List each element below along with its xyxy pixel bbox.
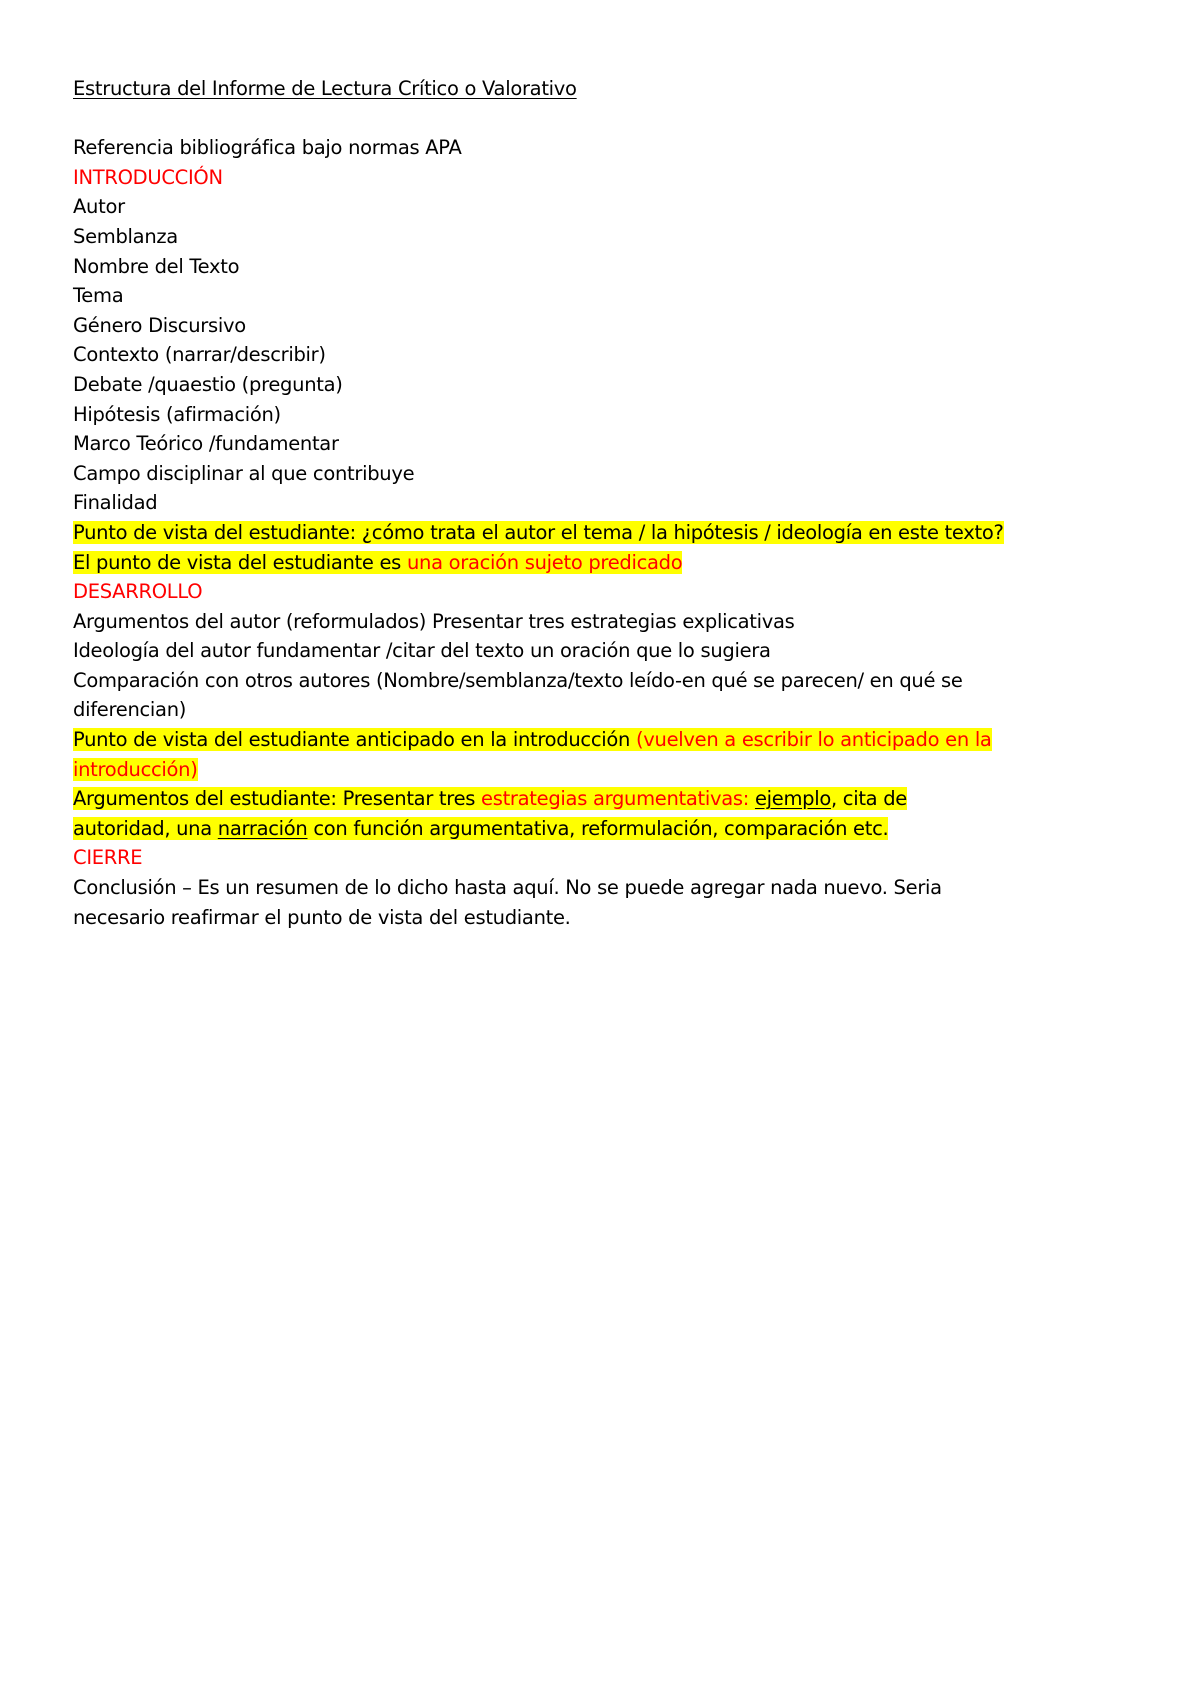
development-student-view-text: Punto de vista del estudiante anticipado en la introducción [73, 728, 636, 752]
development-item-comparison: Comparación con otros autores (Nombre/semblanza/texto leído-en qué se parecen/ en qué se diferencian) [73, 668, 963, 722]
intro-student-view-note-red: una oración sujeto predicado [406, 550, 683, 574]
development-item-author-ideology: Ideología del autor fundamentar /citar del texto un oración que lo sugiera [73, 639, 771, 663]
closing-heading: CIERRE [73, 846, 143, 870]
intro-item-genre: Género Discursivo [73, 313, 246, 337]
intro-item-text-name: Nombre del Texto [73, 254, 240, 278]
development-student-view-red: (vuelven a escribir lo anticipado en la introducción) [73, 728, 992, 781]
intro-student-view-note [73, 548, 1133, 578]
intro-item-topic: Tema [73, 284, 124, 308]
development-student-arguments [73, 784, 963, 843]
intro-item-framework: Marco Teórico /fundamentar [73, 432, 339, 456]
document-title: Estructura del Informe de Lectura Crítico o Valorativo [73, 77, 577, 100]
intro-item-debate: Debate /quaestio (pregunta) [73, 372, 343, 396]
development-heading: DESARROLLO [73, 580, 203, 604]
intro-item-field: Campo disciplinar al que contribuye [73, 461, 415, 485]
closing-conclusion: Conclusión – Es un resumen de lo dicho hasta aquí. No se puede agregar nada nuevo. Seria necesario reafirmar el punto de vista del estudiante. [73, 876, 942, 929]
intro-item-context: Contexto (narrar/describir) [73, 343, 326, 367]
document-page [73, 74, 1133, 932]
intro-student-view [73, 518, 1133, 548]
development-student-arguments-highlight [73, 787, 907, 840]
blank-line [73, 104, 1133, 134]
intro-student-view-note-highlight [73, 551, 682, 574]
intro-student-view-text: Punto de vista del estudiante: ¿cómo trata el autor el tema / la hipótesis / ideología en este texto? [73, 520, 1004, 544]
intro-heading: INTRODUCCIÓN [73, 165, 223, 189]
intro-student-view-note-text: El punto de vista del estudiante es [73, 550, 407, 574]
student-arguments-part-1: Argumentos del estudiante: Presentar tres [73, 787, 482, 811]
reference-line: Referencia bibliográfica bajo normas APA [73, 136, 462, 160]
development-student-view-highlight [73, 728, 992, 781]
intro-item-author: Autor [73, 195, 125, 219]
student-arguments-example: ejemplo [754, 787, 831, 811]
student-arguments-narration: narración [217, 816, 308, 840]
student-arguments-part-4: , cita de autoridad, una [73, 787, 907, 840]
intro-item-semblance: Semblanza [73, 224, 178, 248]
student-arguments-strategies: estrategias argumentativas: [481, 787, 755, 811]
development-student-view [73, 725, 1013, 784]
student-arguments-part-6: con función argumentativa, reformulación, comparación etc. [307, 816, 889, 840]
development-item-author-arguments: Argumentos del autor (reformulados) Presentar tres estrategias explicativas [73, 609, 795, 633]
intro-item-list [73, 192, 1133, 518]
intro-item-hypothesis: Hipótesis (afirmación) [73, 402, 281, 426]
intro-item-purpose: Finalidad [73, 491, 158, 515]
